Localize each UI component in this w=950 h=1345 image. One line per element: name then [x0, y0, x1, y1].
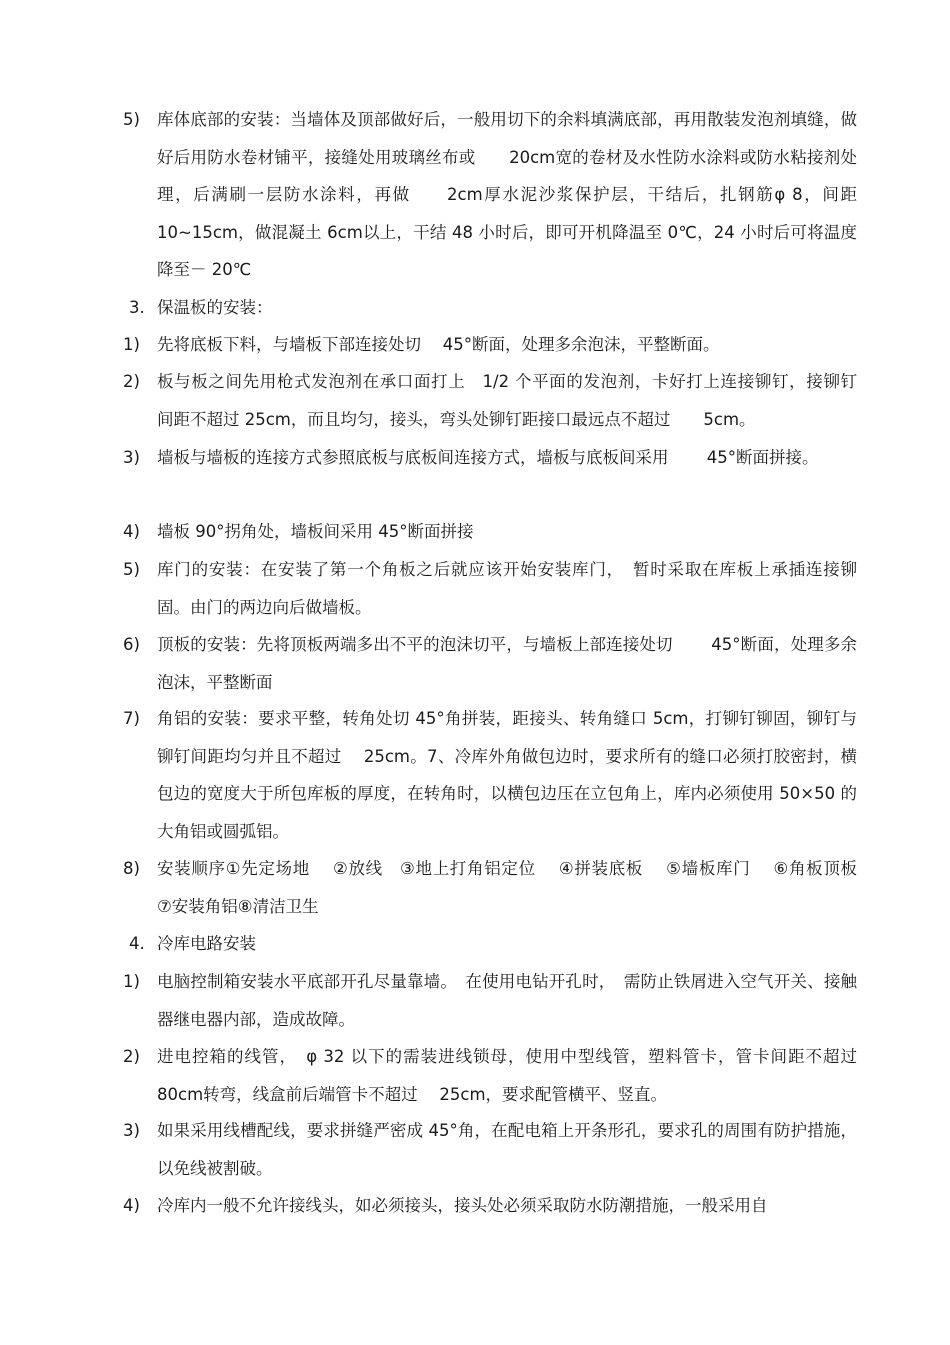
item-text: 顶板的安装：先将顶板两端多出不平的泡沫切平，与墙板上部连接处切 45°断面，处理多余 泡沫，平整断面 [157, 635, 907, 692]
section-heading [0, 925, 950, 963]
item-number: 4) [123, 1196, 140, 1215]
item-number: 2) [123, 1047, 140, 1066]
item-number: 4) [123, 522, 140, 541]
list-item [0, 439, 950, 477]
item-text: 库门的安装：在安装了第一个角板之后就应该开始安装库门， 暂时采取在库板上承插连接铆固。由门的两边向后做墙板。 [157, 560, 857, 617]
section-number: 3. [129, 298, 145, 317]
list-item [0, 1187, 950, 1225]
item-number: 1) [123, 335, 140, 354]
item-text: 墙板与墙板的连接方式参照底板与底板间连接方式，墙板与底板间采用 45°断面拼接。 [157, 448, 819, 467]
list-item [0, 850, 950, 925]
item-text: 电脑控制箱安装水平底部开孔尽量靠墙。 在使用电钻开孔时， 需防止铁屑进入空气开关、接触器继电器内部，造成故障。 [157, 972, 857, 1029]
item-number: 7) [123, 709, 140, 728]
item-text: 角铝的安装：要求平整，转角处切 45°角拼装，距接头、转角缝口 5cm，打铆钉铆固，铆钉与铆钉间距均匀并且不超过 25cm。7、冷库外角做包边时，要求所有的缝口必须打胶密封，横包边的宽度大于所包库板的厚度，在转角时，以横包边压在立包角上，库内必须使用 50×50 的大角铝或圆弧铝。 [157, 709, 857, 841]
item-number: 6) [123, 635, 140, 654]
section-number: 4. [129, 934, 145, 953]
item-text: 如果采用线槽配线，要求拼缝严密成 45°角，在配电箱上开条形孔，要求孔的周围有防护措施，以免线被割破。 [157, 1121, 857, 1178]
list-item [0, 326, 950, 364]
list-item [0, 963, 950, 1038]
item-number: 8) [123, 859, 140, 878]
item-number: 1) [123, 972, 140, 991]
section-heading [0, 289, 950, 327]
item-text: 库体底部的安装：当墙体及顶部做好后，一般用切下的余料填满底部，再用散装发泡剂填缝，做好后用防水卷材铺平，接缝处用玻璃丝布或 20cm宽的卷材及水性防水涂料或防水粘接剂处理，后满刷一层防水涂料，再做 2cm厚水泥沙浆保护层，干结后，扎钢筋φ 8，间距 10~15cm，做混凝土 6cm以上，干结 48 小时后，即可开机降温至 0℃，24 小时后可将温度降至－ 20℃ [157, 110, 857, 279]
item-number: 3) [123, 1121, 140, 1140]
section-title: 保温板的安装： [157, 298, 273, 317]
list-item [0, 626, 950, 701]
item-number: 2) [123, 372, 140, 391]
item-text: 板与板之间先用枪式发泡剂在承口面打上 1/2 个平面的发泡剂，卡好打上连接铆钉，接铆钉 间距不超过 25cm，而且均匀，接头，弯头处铆钉距接口最远点不超过 5cm。 [157, 372, 874, 429]
item-text: 先将底板下料，与墙板下部连接处切 45°断面，处理多余泡沫，平整断面。 [157, 335, 720, 354]
item-text: 墙板 90°拐角处，墙板间采用 45°断面拼接 [157, 522, 474, 541]
list-item [0, 363, 950, 438]
list-item [0, 1038, 950, 1113]
list-item [0, 1112, 950, 1187]
item-number: 3) [123, 448, 140, 467]
list-item [0, 700, 950, 850]
item-text: 冷库内一般不允许接线头，如必须接头，接头处必须采取防水防潮措施，一般采用自 [157, 1196, 768, 1215]
list-item [0, 513, 950, 551]
item-number: 5) [123, 110, 140, 129]
list-item [0, 101, 950, 289]
item-text: 进电控箱的线管， φ 32 以下的需装进线锁母，使用中型线管，塑料管卡，管卡间距不超过 80cm转弯，线盒前后端管卡不超过 25cm，要求配管横平、竖直。 [157, 1047, 857, 1104]
item-number: 5) [123, 560, 140, 579]
section-title: 冷库电路安装 [157, 934, 256, 953]
list-item [0, 551, 950, 626]
item-text: 安装顺序①先定场地 ②放线 ③地上打角铝定位 ④拼装底板 ⑤墙板库门 ⑥角板顶板 ⑦安装角铝⑧清洁卫生 [157, 859, 879, 916]
